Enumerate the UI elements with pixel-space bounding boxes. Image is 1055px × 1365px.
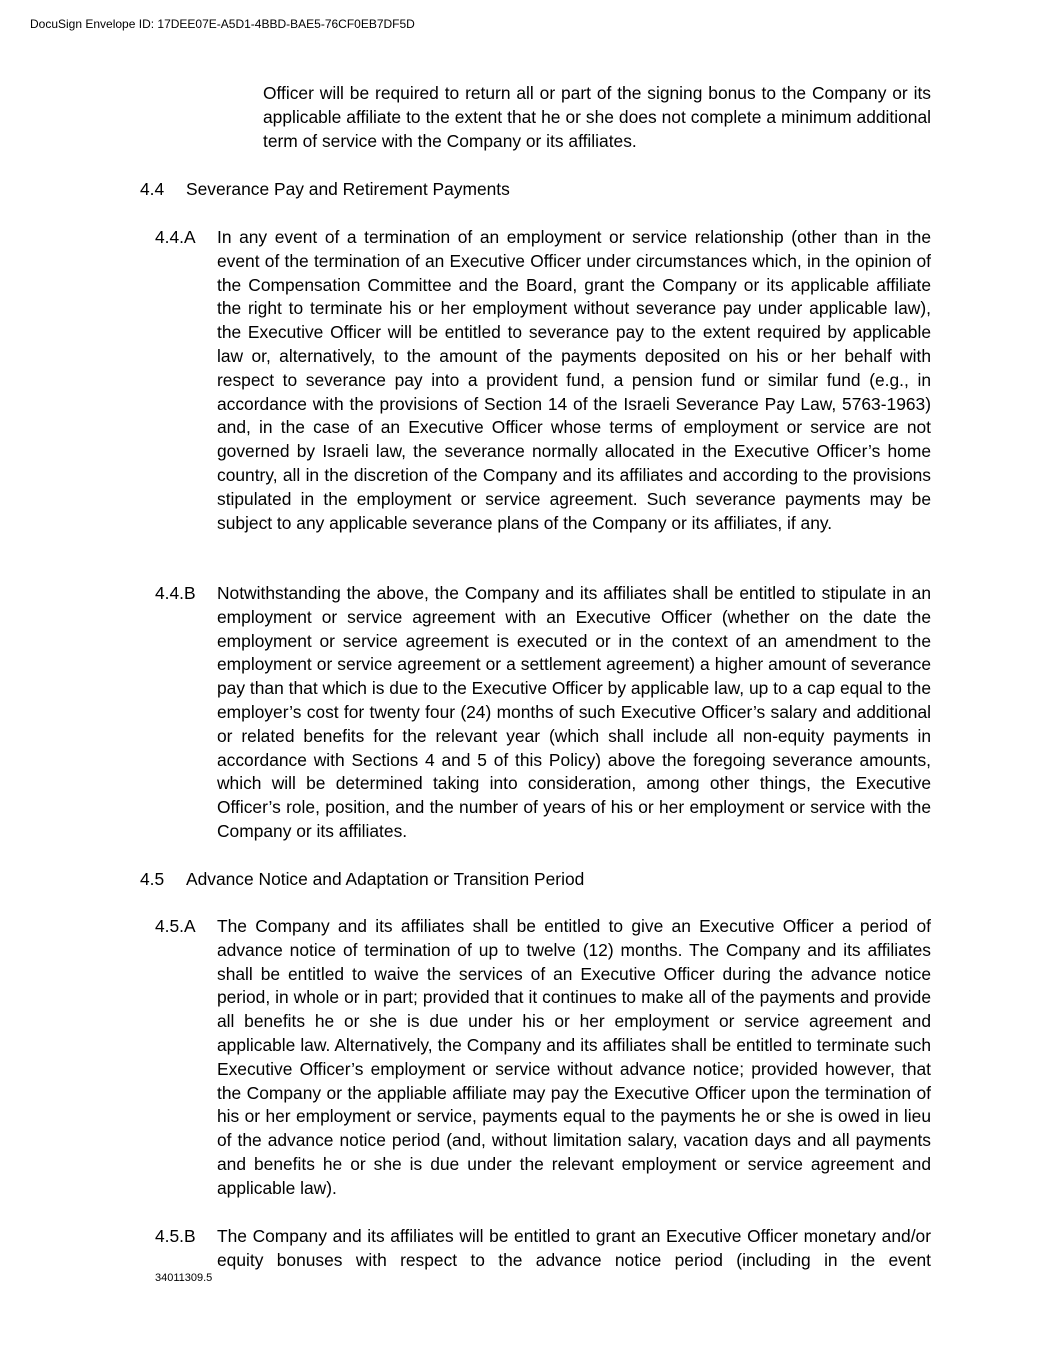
docusign-envelope-id: DocuSign Envelope ID: 17DEE07E-A5D1-4BBD-BAE5-76CF0EB7DF5D <box>30 17 415 31</box>
clause-4-5-b-text: The Company and its affiliates will be entitled to grant an Executive Officer monetary and/or equity bonuses with respect to the advance notice period (including in the event <box>217 1226 931 1270</box>
clause-4-5-b-label: 4.5.B <box>155 1226 196 1246</box>
clause-4-5-a-text: The Company and its affiliates shall be entitled to give an Executive Officer a period of advance notice of termination of up to twelve (12) months. The Company and its affiliates shall be entitled to waive the services of an Executive Officer during the advance notice period, in whole or in part; provided that it continues to make all of the payments and provide all benefits he or she is due under his or her employment or service agreement and applicable law. Alternatively, the Company and its affiliates shall be entitled to terminate such Executive Officer’s employment or service without advance notice; provided however, that the Company or the appliable affiliate may pay the Executive Officer upon the termination of his or her employment or service, payments equal to the payments he or she is owed in lieu of the advance notice period (and, without limitation salary, vacation days and all payments and benefits he or she is due under the relevant employment or service agreement and applicable law). <box>217 916 931 1198</box>
section-4-4-heading <box>140 178 510 202</box>
section-4-4-title: Severance Pay and Retirement Payments <box>186 179 510 199</box>
clause-4-4-b-text: Notwithstanding the above, the Company and its affiliates shall be entitled to stipulate in an employment or service agreement with an Executive Officer (whether on the date the employment or service agreement is executed or in the context of an amendment to the employment or service agreement or a settlement agreement) a higher amount of severance pay than that which is due to the Executive Officer by applicable law, up to a cap equal to the employer’s cost for twenty four (24) months of such Executive Officer’s salary and additional or related benefits for the relevant year (which shall include all non-equity payments in accordance with Sections 4 and 5 of this Policy) above the foregoing severance amounts, which will be determined taking into consideration, among other things, the Executive Officer’s role, position, and the number of years of his or her employment or service with the Company or its affiliates. <box>217 583 931 841</box>
clause-4-4-a-text: In any event of a termination of an employment or service relationship (other than in the event of the termination of an Executive Officer under circumstances which, in the opinion of the Compensation Committee and the Board, grant the Company or its applicable affiliate the right to terminate his or her employment without severance pay under applicable law), the Executive Officer will be entitled to severance pay to the extent required by applicable law or, alternatively, to the amount of the payments deposited on his or her behalf with respect to severance pay into a provident fund, a pension fund or similar fund (e.g., in accordance with the provisions of Section 14 of the Israeli Severance Pay Law, 5763-1963) and, in the case of an Executive Officer whose terms of employment or service are not governed by Israeli law, the severance normally allocated in the Executive Officer’s home country, all in the discretion of the Company and its affiliates and according to the provisions stipulated in the employment or service agreement. Such severance payments may be subject to any applicable severance plans of the Company or its affiliates, if any. <box>217 227 931 533</box>
section-4-4-number: 4.4 <box>140 179 165 199</box>
clause-4-5-a-label: 4.5.A <box>155 916 196 936</box>
intro-paragraph: Officer will be required to return all or part of the signing bonus to the Company or its applicable affiliate to the extent that he or she does not complete a minimum additional term of service with the Company or its affiliates. <box>263 83 931 151</box>
clause-4-4-a-label: 4.4.A <box>155 227 196 247</box>
document-number: 34011309.5 <box>155 1272 213 1284</box>
section-4-5-number: 4.5 <box>140 869 165 889</box>
clause-4-4-b-label: 4.4.B <box>155 583 196 603</box>
section-4-5-title: Advance Notice and Adaptation or Transition Period <box>186 869 585 889</box>
section-4-5-heading <box>140 868 584 892</box>
